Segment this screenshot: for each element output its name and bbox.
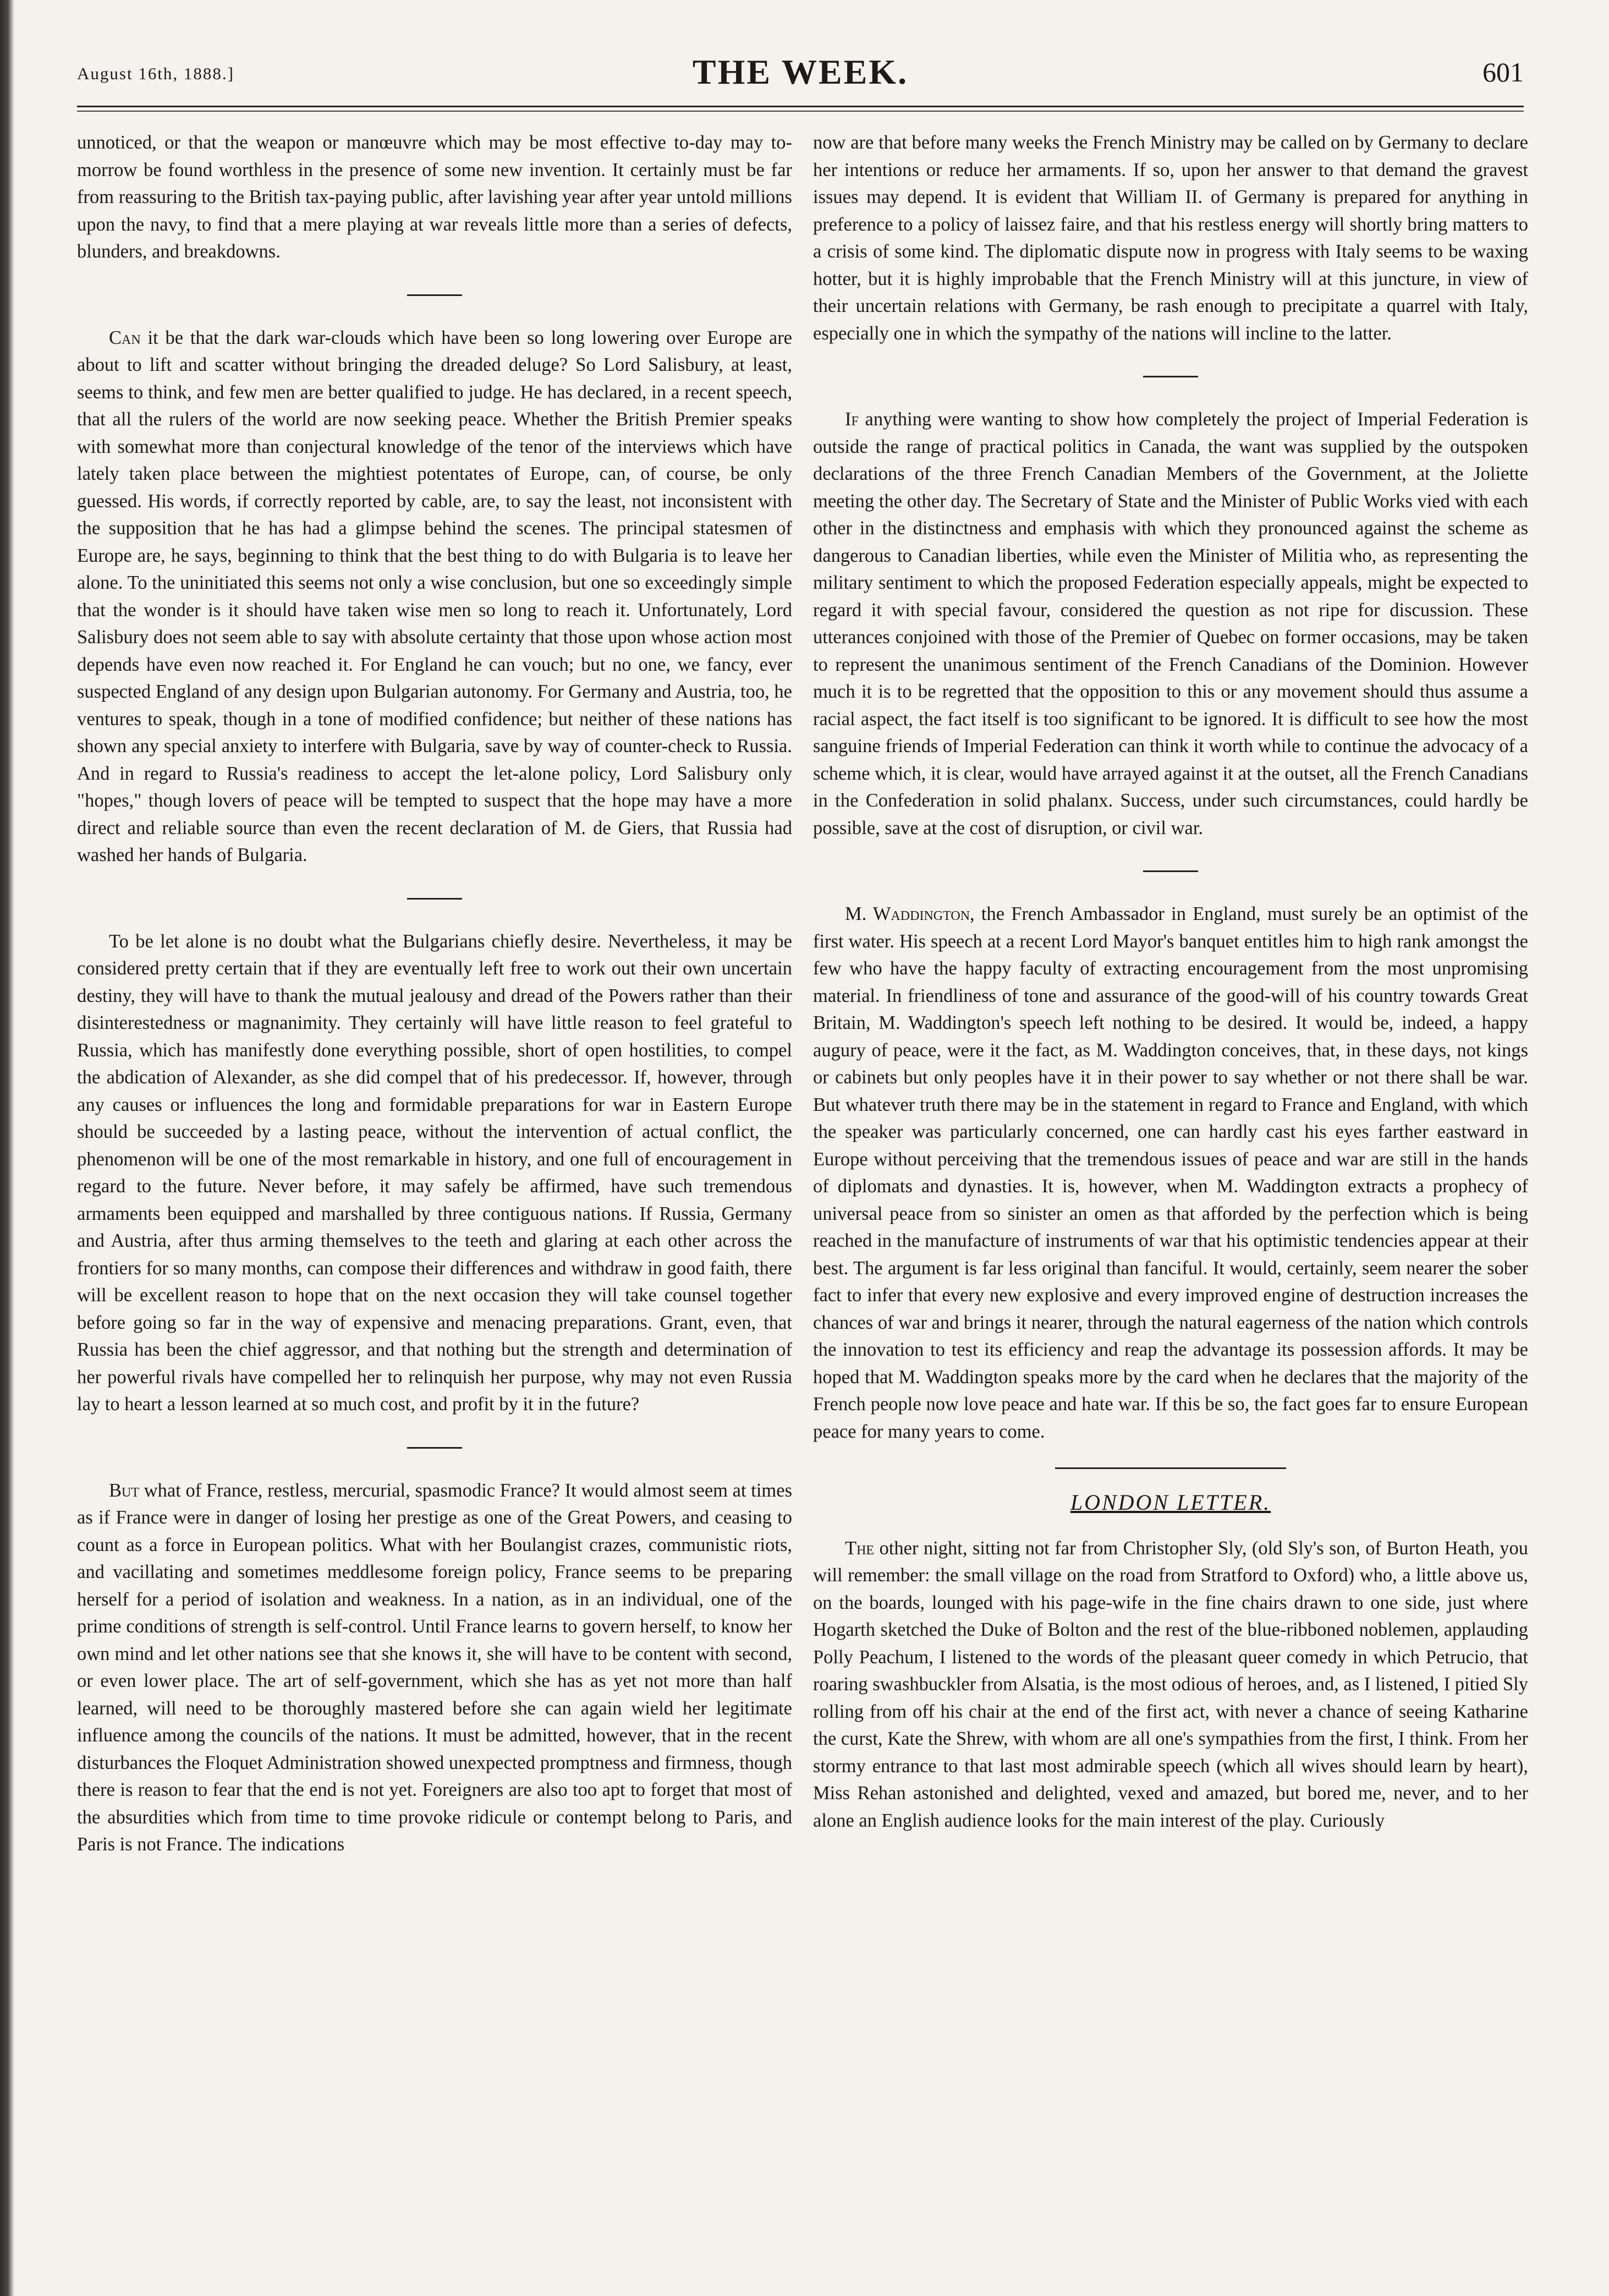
page-number: 601 [1482, 57, 1524, 87]
paragraph-body: what of France, restless, mercurial, spasmodic France? It would almost seem at times as if France were in danger of losing her prestige as one of the Great Powers, and ceasing to count as a force in European politics. What with her Boulangist crazes, communistic riots, and vacillating and sometimes meddlesome foreign policy, France seems to be preparing herself for a period of isolation and weakness. In a nation, as in an individual, one of the prime conditions of strength is self-control. Until France learns to govern herself, to know her own mind and let other nations see that she knows it, she will have to be content with second, or even lower place. The art of self-government, which she has as yet not more than half learned, will need to be thoroughly mastered before she can again wield her legitimate influence among the councils of the nations. It must be admitted, however, that in the recent disturbances the Floquet Administration showed unexpected promptness and firmness, though there is reason to fear that the end is not yet. Foreigners are also too apt to forget that most of the absurdities which from time to time provoke ridicule or contempt belong to Paris, and Paris is not France. The indications [77, 1479, 792, 1855]
paragraph-lead: But [109, 1479, 140, 1501]
paragraph-body: the French Ambassador in England, must surely be an optimist of the first water. His speech at a recent Lord Mayor's banquet entitles him to high rank amongst the few who have the happy faculty of extracting encouragement from the most unpromising material. In friendliness of tone and assurance of the good-will of his country towards Great Britain, M. Waddington's speech left nothing to be desired. It would be, indeed, a happy augury of peace, were it the fact, as M. Waddington conceives, that, in these days, not kings or cabinets but only peoples have it in their power to say whether or not there shall be war. But whatever truth there may be in the statement in regard to France and England, with which the speaker was particularly concerned, one can hardly cast his eyes farther eastward in Europe without perceiving that the tremendous issues of peace and war are still in the hands of diplomats and dynasties. It is, however, when M. Waddington extracts a prophecy of universal peace from so sinister an omen as that afforded by the perfection which is being reached in the manufacture of instruments of war that his optimistic tendencies appear at their best. The argument is far less original than fanciful. It would, certainly, seem nearer the sober fact to infer that every new explosive and every improved engine of destruction increases the chances of war and brings it nearer, through the natural eagerness of the nation which controls the innovation to test its efficiency and reap the advantage its possession affords. It may be hoped that M. Waddington speaks more by the card when he declares that the majority of the French people now love peace and hate war. If this be so, the fact goes far to ensure European peace for many years to come. [813, 903, 1528, 1442]
article-paragraph [813, 1535, 1528, 1835]
article-paragraph: To be let alone is no doubt what the Bulgarians chiefly desire. Nevertheless, it may be considered pretty certain that if they are eventually left free to work out their own uncertain destiny, they will have to thank the mutual jealousy and dread of the Powers rather than their disinterestedness or magnanimity. They certainly will have little reason to feel grateful to Russia, which has manifestly done everything possible, short of open hostilities, to compel the abdication of Alexander, as she did compel that of his predecessor. If, however, through any causes or influences the long and formidable preparations for war in Eastern Europe should be succeeded by a lasting peace, without the intervention of actual conflict, the phenomenon will be one of the most remarkable in history, and one full of encouragement in regard to the future. Never before, it may safely be affirmed, have such tremendous armaments been equipped and marshalled by three contiguous nations. If Russia, Germany and Austria, after thus arming themselves to the teeth and glaring at each other across the frontiers for so many months, can compose their differences and withdraw in good faith, there will be excellent reason to hope that on the next occasion they will take counsel together before going so far in the way of expensive and menacing preparations. Grant, even, that Russia has been the chief aggressor, and that nothing but the strength and determination of her powerful rivals have compelled her to relinquish her purpose, why may not even Russia lay to heart a lesson learned at so much cost, and profit by it in the future? [77, 930, 792, 1415]
article-paragraph: now are that before many weeks the French Ministry may be called on by Germany to declare her intentions or reduce her armaments. If so, upon her answer to that demand the gravest issues may depend. It is evident that William II. of Germany is prepared for anything in preference to a policy of laissez faire, and that his restless energy will shortly bring matters to a crisis of some kind. The diplomatic dispute now in progress with Italy seems to be waxing hotter, but it is highly improbable that the French Ministry will at this juncture, in view of their uncertain relations with Germany, be rash enough to precipitate a quarrel with Italy, especially one in which the sympathy of the nations will incline to the latter. [813, 132, 1528, 344]
article-paragraph [813, 901, 1528, 1445]
section-separator [407, 294, 462, 296]
paragraph-lead: If [845, 409, 859, 430]
right-column [813, 129, 1528, 1834]
header-rule-thin [77, 111, 1524, 112]
paragraph-lead: M. Waddington, [845, 903, 975, 924]
article-paragraph [77, 325, 792, 869]
paragraph-body: other night, sitting not far from Christopher Sly, (old Sly's son, of Burton Heath, you will remember: the small village on the road from Stratford to Oxford) who, a little above us, on the boards, lounged with his page-wife in the fine chairs drawn to one side, just where Hogarth sketched the Duke of Bolton and the rest of the blue-ribboned noblemen, applauding Polly Peachum, I listened to the words of the pleasant queer comedy in which Petrucio, that roaring swashbuckler from Alsatia, is the most odious of heroes, and, as I listened, I pitied Sly rolling from off his chair at the end of the first act, with never a chance of seeing Katharine the curst, Kate the Shrew, with whom are all one's sympathies from the first, I think. From her stormy entrance to that last most admirable speech (which all wives should learn by heart), Miss Rehan astonished and delighted, vexed and amazed, but bored me, never, and to her alone an English audience looks for the main interest of the play. Curiously [813, 1537, 1528, 1831]
binding-edge [0, 0, 14, 2296]
article-paragraph [813, 406, 1528, 842]
page-header [77, 48, 1524, 103]
paragraph-lead: Can [109, 327, 141, 348]
section-heading: LONDON LETTER. [1070, 1490, 1271, 1515]
section-separator [1143, 376, 1198, 377]
article-paragraph [77, 1477, 792, 1859]
section-separator [1143, 870, 1198, 872]
paragraph-lead: The [845, 1537, 875, 1559]
paragraph-body: anything were wanting to show how completely the project of Imperial Federation is outside the range of practical politics in Canada, the want was supplied by the outspoken declarations of the three French Canadian Members of the Government, at the Joliette meeting the other day. The Secretary of State and the Minister of Public Works vied with each other in the distinctness and emphasis with which they pronounced against the scheme as dangerous to Canadian liberties, while even the Minister of Militia who, as representing the military sentiment to which the proposed Federation especially appeals, might be expected to regard it with special favour, considered the question as not ripe for discussion. These utterances conjoined with those of the Premier of Quebec on former occasions, may be taken to represent the unanimous sentiment of the French Canadians of the Dominion. However much it is to be regretted that the opposition to this or any movement should thus assume a racial aspect, the fact itself is too significant to be ignored. It is difficult to see how the most sanguine friends of Imperial Federation can think it worth while to continue the advocacy of a scheme which, it is clear, would have arrayed against it at the outset, all the French Canadians in the Confederation in solid phalanx. Success, under such circumstances, could hardly be possible, save at the cost of disruption, or civil war. [813, 409, 1528, 839]
section-separator [407, 1447, 462, 1449]
left-column [77, 129, 792, 1859]
article-paragraph: unnoticed, or that the weapon or manœuvre which may be most effective to-day may to-morrow be found worthless in the presence of some new invention. It certainly must be far from reassuring to the British tax-paying public, after lavishing year after year untold millions upon the navy, to find that a mere playing at war reveals little more than a series of defects, blunders, and breakdowns. [77, 132, 792, 262]
section-separator [407, 898, 462, 900]
issue-date: August 16th, 1888.] [77, 64, 234, 83]
header-rule [77, 106, 1524, 107]
publication-title: THE WEEK. [692, 52, 909, 91]
section-separator-long [1055, 1467, 1286, 1469]
paragraph-body: it be that the dark war-clouds which have been so long lowering over Europe are about to lift and scatter without bringing the dreaded deluge? So Lord Salisbury, at least, seems to think, and few men are better qualified to judge. He has declared, in a recent speech, that all the rulers of the world are now seeking peace. Whether the British Premier speaks with somewhat more than conjectural knowledge of the tenor of the interviews which have lately taken place between the mightiest potentates of Europe, can, of course, be only guessed. His words, if correctly reported by cable, are, to say the least, not inconsistent with the supposition that he has had a glimpse behind the scenes. The principal statesmen of Europe are, he says, beginning to think that the best thing to do with Bulgaria is to leave her alone. To the uninitiated this seems not only a wise conclusion, but one so exceedingly simple that the wonder is it should have taken wise men so long to reach it. Unfortunately, Lord Salisbury does not seem able to say with absolute certainty that those upon whose action most depends have even now reached it. For England he can vouch; but no one, we fancy, ever suspected England of any design upon Bulgarian autonomy. For Germany and Austria, too, he ventures to speak, though in a tone of modified confidence; but neither of these nations has shown any special anxiety to interfere with Bulgaria, save by way of counter-check to Russia. And in regard to Russia's readiness to accept the let-alone policy, Lord Salisbury only "hopes," though lovers of peace will be tempted to suspect that the hope may have a more direct and reliable source than even the recent declaration of M. de Giers, that Russia had washed her hands of Bulgaria. [77, 327, 792, 865]
